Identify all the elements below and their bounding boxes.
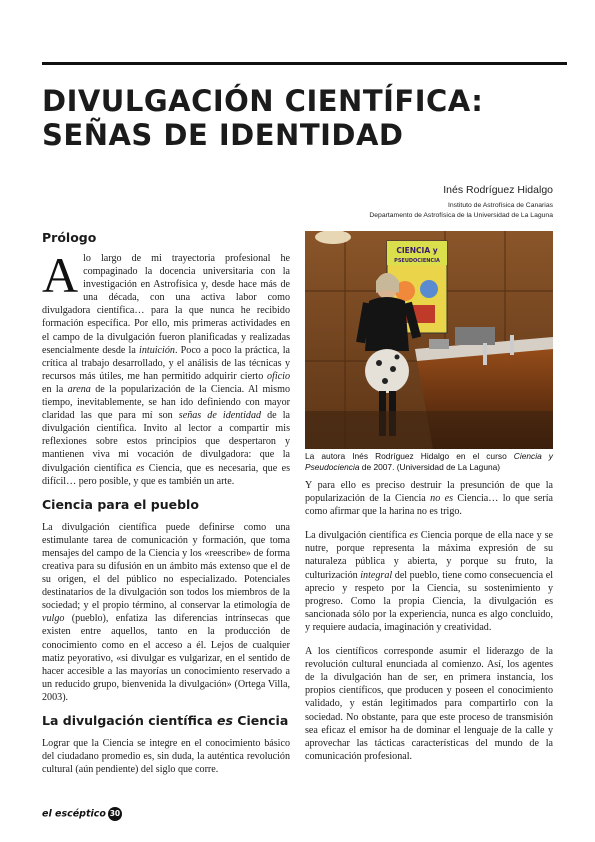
text-run: Y para ello es preciso destruir la presunción de que la popularización de la Ciencia xyxy=(305,480,553,505)
poster-text: CIENCIA y xyxy=(396,246,438,255)
poster-text: PSEUDOCIENCIA xyxy=(394,258,440,264)
italic-run: intuición xyxy=(139,344,175,356)
magazine-name: el escéptico xyxy=(42,808,106,820)
prologo-paragraph xyxy=(42,247,291,488)
photo-caption xyxy=(305,451,553,473)
left-column xyxy=(42,230,290,776)
italic-run: integral xyxy=(360,569,393,581)
italic-run: señas de identidad xyxy=(178,410,262,422)
heading-es-ciencia xyxy=(42,713,290,729)
text-run: (pueblo), enfatiza las diferencias intrínsecas que existen entre aquellos, tanto en la producción de conocimiento como en el acceso a él. Lejos de cualquier matiz peyorativo, «si divulgar es vulgarizar, en el sentido de hacer accesible a las mayorías un conocimiento reservado a un reducido grupo, bienvenida la divulgación» (Ortega Villa, 2003). xyxy=(42,613,290,703)
text-run: de la popularización de la Ciencia. Al mismo tiempo, inevitablemente, se han ido definiendo con mayor claridad las que para mí son xyxy=(42,383,290,422)
top-rule xyxy=(42,62,567,65)
right-paragraph-2 xyxy=(305,529,553,634)
right-column xyxy=(305,479,553,774)
text-run: Ciencia, que es necesaria, que es difícil… pero posible, y que es también un arte. xyxy=(42,462,290,487)
title-line-2: SEÑAS DE IDENTIDAD xyxy=(42,118,404,152)
text-run: del pueblo, tiene como consecuencia el aprecio y respeto por la Ciencia, su sostenimiento y progreso. Como la propia Ciencia, la divulgación es sancionada sólo por la experiencia, nunca es algo concluido, y requiere audacia, imaginación y creatividad. xyxy=(305,569,553,633)
italic-run: es xyxy=(135,462,145,474)
es-ciencia-paragraph: Lograr que la Ciencia se integre en el conocimiento básico del ciudadano promedio es, sin duda, la auténtica revolución cultural (aún pendiente) del siglo que corre. xyxy=(42,738,290,776)
photo-illustration xyxy=(305,231,553,449)
text-run: La divulgación científica puede definirse como una estimulante tarea de comunicación y formación, que toma mensajes del campo de la Ciencia y los «reescribe» de forma creativa para su difusión en un ámbito más extenso que el de su origen, el del público no especializado. Potenciales destinatarios de la divulgación son todos los miembros de la sociedad; y el propio término, al conservar la etimología de xyxy=(42,521,290,612)
affiliation-line-2: Departamento de Astrofísica de la Universidad de La Laguna xyxy=(369,212,553,219)
italic-run: vulgo xyxy=(42,613,65,625)
page-footer xyxy=(42,807,122,821)
text-run: de la divulgación científica. Invito al lector a compartir mis reflexiones sobre estos principios que despertaron y mantienen viva mi vocación de divulgadora: que la divulgación científica xyxy=(42,410,291,474)
text-run: La autora Inés Rodríguez Hidalgo en el curso xyxy=(305,451,514,461)
heading-prologo: Prólogo xyxy=(42,230,97,245)
author-name: Inés Rodríguez Hidalgo xyxy=(443,184,553,196)
text-run: en la xyxy=(42,383,68,395)
article-title xyxy=(42,84,572,152)
heading-ciencia-pueblo: Ciencia para el pueblo xyxy=(42,496,199,512)
text-run: Ciencia… lo que sería como afirmar que la harina no es trigo. xyxy=(305,493,553,518)
text-run: Ciencia xyxy=(232,713,289,728)
drop-cap: A xyxy=(42,247,79,303)
italic-run: arena xyxy=(67,383,91,395)
italic-run: no es xyxy=(430,493,454,505)
title-line-1: DIVULGACIÓN CIENTÍFICA: xyxy=(42,84,484,118)
italic-run: oficio xyxy=(267,370,290,382)
text-run: La divulgación científica xyxy=(305,530,410,542)
author-photo xyxy=(305,231,553,449)
pueblo-paragraph xyxy=(42,521,290,704)
affiliation-line-1: Instituto de Astrofísica de Canarias xyxy=(447,202,553,209)
text-run: Ciencia porque de ella nace y se nutre, porque representa la máxima expresión de su naturaleza pública y abierta, y porque su fruto, la culturización xyxy=(305,530,553,581)
text-run: lo largo de mi trayectoria profesional he compaginado la docencia universitaria con la investigación en Astrofísica y, desde hace más de una década, con una activa labor como divulgadora científica… para la que nunca he recibido formación específica. Por ello, mis primeras actividades en el campo de la divulgación fueron planificadas y realizadas esencialmente desde la xyxy=(42,253,290,356)
italic-run: es xyxy=(409,530,418,542)
italic-run: es xyxy=(217,713,233,728)
italic-run: Ciencia y Pseudociencia xyxy=(305,451,553,472)
right-paragraph-3: A los científicos corresponde asumir el liderazgo de la revolución cultural enunciada al comienzo. Así, los agentes de la divulgación han de ser, en primera instancia, los propios científicos, que producen y poseen el conocimiento validado, y están legitimados para compartirlo con la sociedad. No obstante, para que este proceso de transmisión sea eficaz el emisor ha de dominar el lenguaje de la calle y aprovechar las tácticas características del mundo de la comunicación profesional. xyxy=(305,646,553,762)
page-number: 30 xyxy=(108,807,122,821)
right-paragraph-1 xyxy=(305,479,553,518)
text-run: La divulgación científica xyxy=(42,713,218,728)
author-affiliation xyxy=(369,201,553,221)
text-run: de 2007. (Universidad de La Laguna) xyxy=(359,462,501,472)
text-run: . Poco a poco la práctica, la crítica al trabajo desarrollado, y el análisis de las técnicas y recursos más útiles, me han permitido adquirir cierto xyxy=(42,344,290,382)
